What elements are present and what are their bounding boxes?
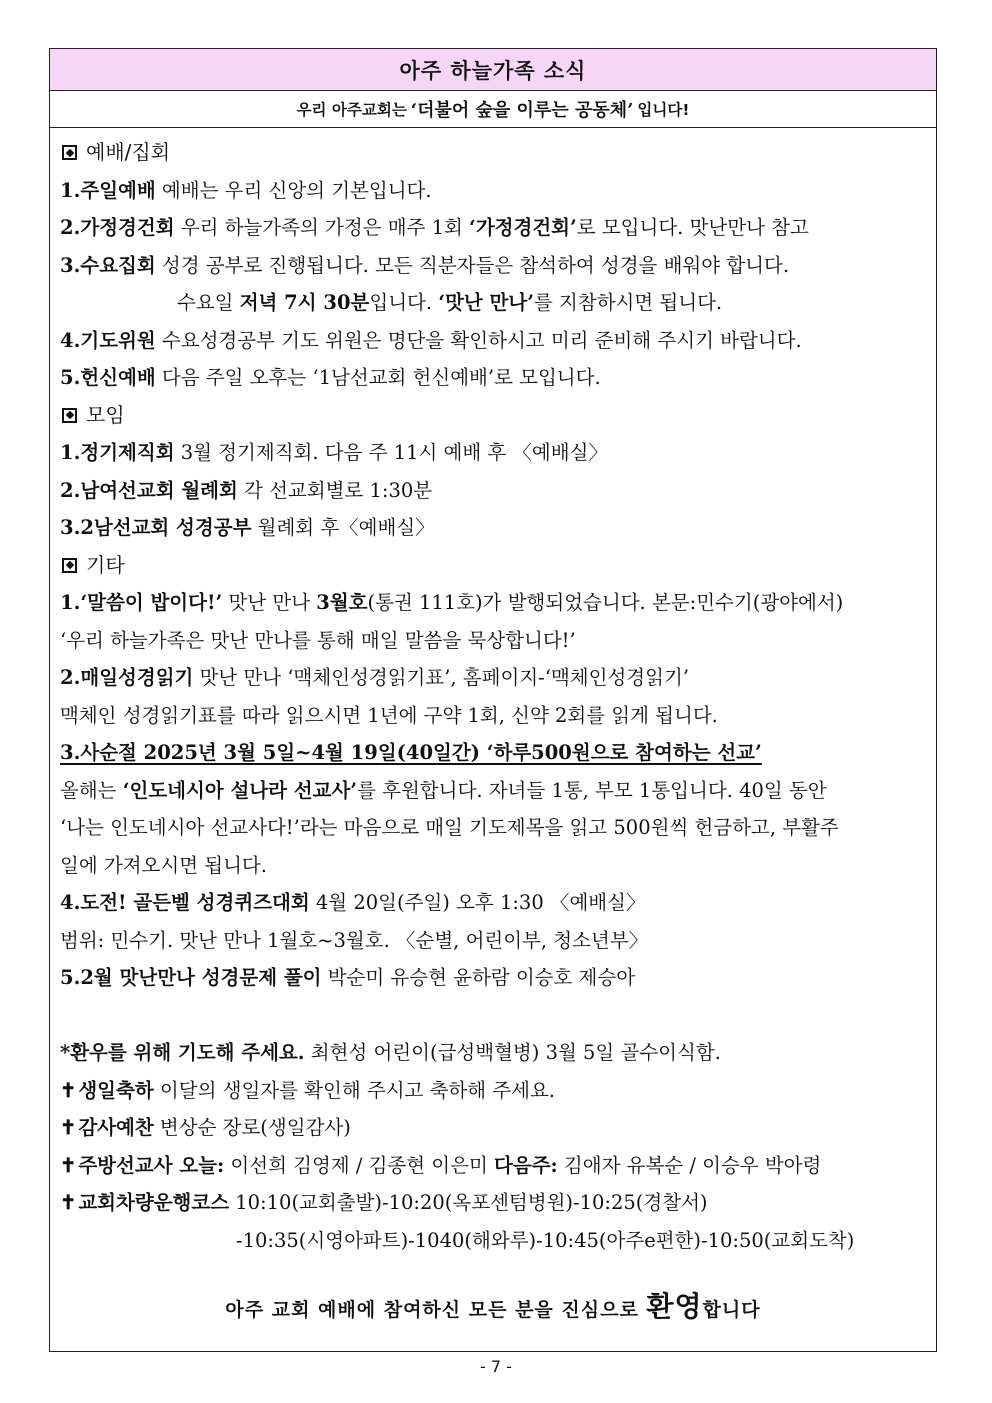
item-lent-mission: 3.사순절 2025년 3월 5일~4월 19일(40일간) ‘하루500원으로 참여하는 선교’ xyxy=(60,741,762,764)
item-prayer-members: 4.기도위원 수요성경공부 기도 위원은 명단을 확인하시고 미리 준비해 주시기 바랍니다. xyxy=(60,328,802,352)
item-lent-detail-2: ‘나는 인도네시아 선교사다!’라는 마음으로 매일 기도제목을 읽고 500원씩 헌금하고, 부활주 xyxy=(60,816,839,839)
spacer xyxy=(60,997,936,1035)
item-sunday-worship: 1.주일예배 예배는 우리 신앙의 기본입니다. xyxy=(60,178,432,202)
section-meetings: 모임 xyxy=(60,397,936,435)
item-lent-detail-3: 일에 가져오시면 됩니다. xyxy=(60,853,267,877)
item-daily-reading: 2.매일성경읽기 맛난 만나 ‘맥체인성경읽기표’, 홈페이지-‘맥체인성경읽기’ xyxy=(60,666,690,689)
content xyxy=(50,128,936,1259)
welcome-message: 아주 교회 예배에 참여하신 모든 분을 진심으로 환영합니다 xyxy=(225,1290,761,1323)
note-thanks: ✝ 감사예찬 변상순 장로(생일감사) xyxy=(60,1116,351,1139)
diamond-box-icon xyxy=(62,145,77,160)
note-shuttle-cont: -10:35(시영아파트)-1040(해와루)-10:45(아주e편한)-10:50(교회도착) xyxy=(236,1228,855,1252)
item-officers-meeting: 1.정기제직회 3월 정기제직회. 다음 주 11시 예배 후 〈예배실〉 xyxy=(60,441,608,464)
item-wednesday-meeting: 3.수요집회 성경 공부로 진행됩니다. 모든 직분자들은 참석하여 성경을 배워야 합니다. xyxy=(60,253,790,277)
cross-icon: ✝ xyxy=(60,1078,77,1102)
diamond-box-icon xyxy=(62,558,77,573)
item-wednesday-time: 수요일 저녁 7시 30분입니다. ‘맛난 만나’를 지참하시면 됩니다. xyxy=(177,291,723,314)
item-quiz-range: 범위: 민수기. 맛난 만나 1월호~3월호. 〈순별, 어린이부, 청소년부〉 xyxy=(60,928,649,952)
newsletter-title: 아주 하늘가족 소식 xyxy=(50,49,936,91)
note-kitchen: ✝ 주방선교사 오늘: 이선희 김영제 / 김종현 이은미 다음주: 김애자 유복순 / 이승우 박아령 xyxy=(60,1153,822,1177)
note-prayer: *환우를 위해 기도해 주세요. 최현성 어린이(급성백혈병) 3월 5일 골수이식함. xyxy=(60,1041,721,1064)
motto-quote: ‘더불어 숲을 이루는 공동체’ xyxy=(410,100,634,121)
newsletter-frame xyxy=(49,48,937,1352)
page-number: - 7 - xyxy=(480,1357,512,1376)
cross-icon: ✝ xyxy=(60,1153,77,1177)
item-quiz-winners: 5.2월 맛난만나 성경문제 풀이 박순미 유승현 윤하람 이승호 제승아 xyxy=(60,966,636,989)
motto-pre: 우리 아주교회는 xyxy=(296,101,407,119)
note-shuttle: ✝ 교회차량운행코스 10:10(교회출발)-10:20(옥포센텀병원)-10:25(경찰서) xyxy=(60,1191,708,1214)
motto-line xyxy=(50,91,936,128)
item-mission-monthly: 2.남여선교회 월례회 각 선교회별로 1:30분 xyxy=(60,478,433,502)
item-lent-detail-1: 올해는 ‘인도네시아 설나라 선교사’를 후원합니다. 자녀들 1통, 부모 1통입니다. 40일 동안 xyxy=(60,778,827,802)
item-quiz-contest: 4.도전! 골든벨 성경퀴즈대회 4월 20일(주일) 오후 1:30 〈예배실〉 xyxy=(60,891,646,914)
item-dedication-worship: 5.헌신예배 다음 주일 오후는 ‘1남선교회 헌신예배’로 모입니다. xyxy=(60,366,601,389)
section-other: 기타 xyxy=(60,547,936,585)
section-worship: 예배/집회 xyxy=(60,134,936,172)
cross-icon: ✝ xyxy=(60,1116,77,1139)
note-birthday: ✝ 생일축하 이달의 생일자를 확인해 주시고 축하해 주세요. xyxy=(60,1078,555,1102)
motto-post: 입니다! xyxy=(637,101,690,119)
item-family-devotion: 2.가정경건회 우리 하늘가족의 가정은 매주 1회 ‘가정경건회’로 모입니다. 맛난만나 참고 xyxy=(60,216,809,239)
item-reading-plan: 맥체인 성경읽기표를 따라 읽으시면 1년에 구약 1회, 신약 2회를 읽게 됩니다. xyxy=(60,703,718,727)
item-meditation-quote: ‘우리 하늘가족은 맛난 만나를 통해 매일 말씀을 묵상합니다!’ xyxy=(60,628,576,652)
item-bible-study: 3.2남선교회 성경공부 월례회 후〈예배실〉 xyxy=(60,516,435,539)
cross-icon: ✝ xyxy=(60,1191,77,1214)
item-word-is-bread: 1.‘말씀이 밥이다!’ 맛난 만나 3월호(통권 111호)가 발행되었습니다. 본문:민수기(광야에서) xyxy=(60,591,844,614)
diamond-box-icon xyxy=(62,408,77,423)
